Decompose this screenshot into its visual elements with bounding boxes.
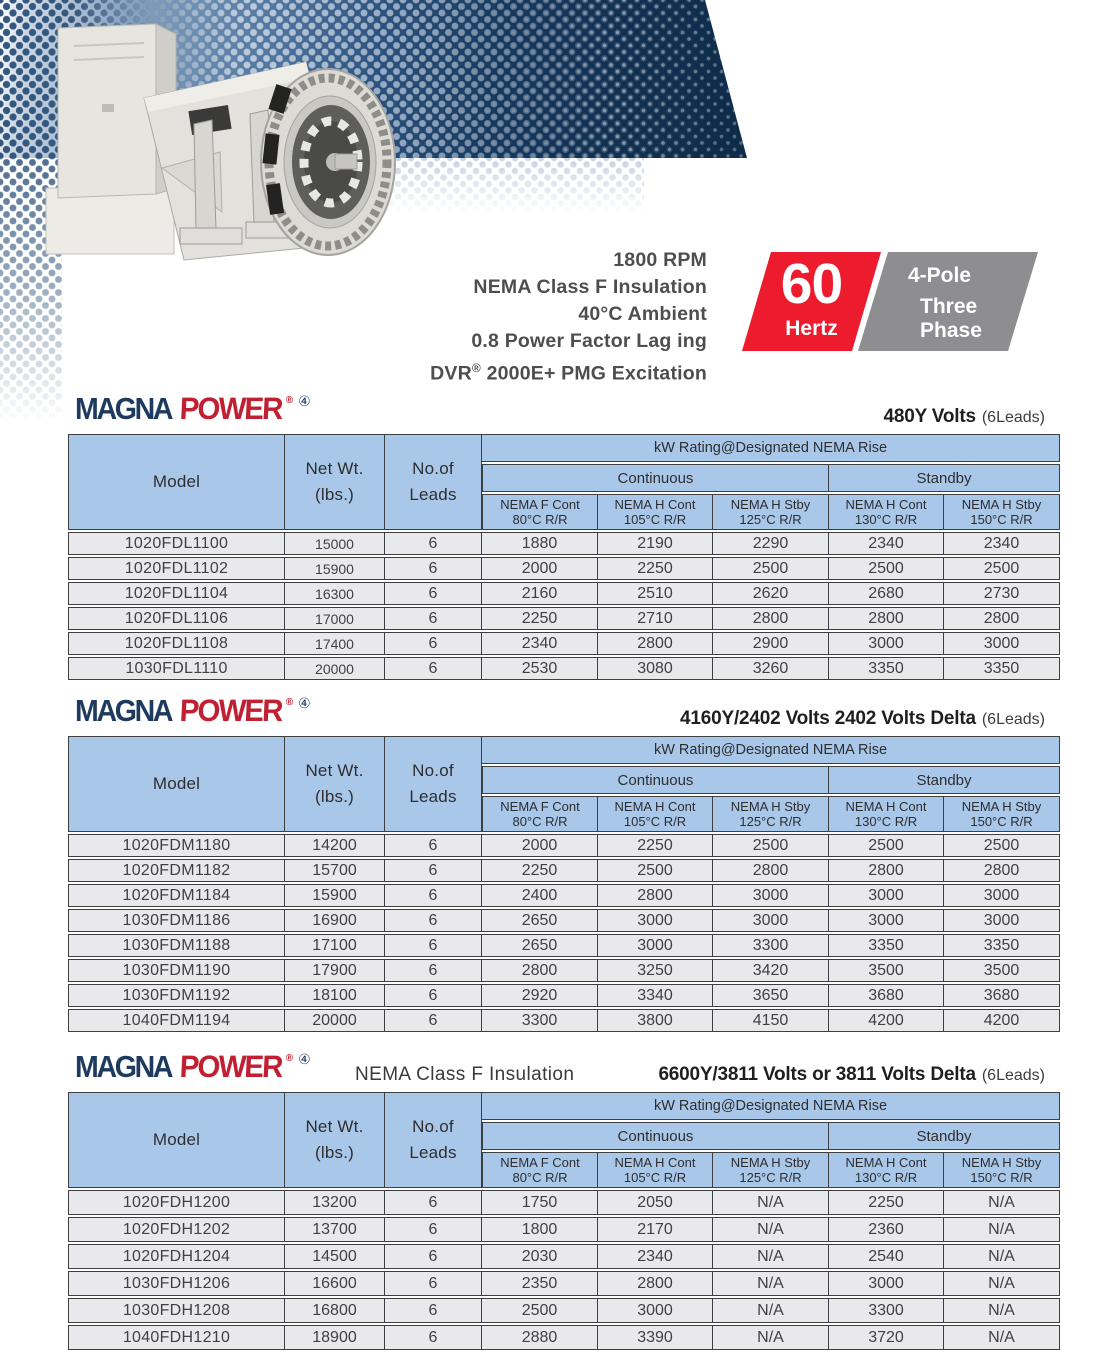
section-header-row <box>68 391 1060 432</box>
ratings-table-6600y <box>68 1090 1060 1352</box>
rating-cell: 2800 <box>713 859 829 882</box>
rating-cell: 2030 <box>482 1244 598 1269</box>
rating-cell: 2800 <box>944 859 1060 882</box>
rating-cell: 2500 <box>944 834 1060 857</box>
column-header-nema: NEMA H Cont 105°C R/R <box>598 494 713 530</box>
model-cell: 1030FDM1188 <box>68 934 285 957</box>
table-row <box>68 632 1060 655</box>
table-row <box>68 984 1060 1007</box>
rating-cell: 6 <box>385 532 482 555</box>
rating-cell: 2800 <box>598 884 713 907</box>
column-header-kw-rating: kW Rating@Designated NEMA Rise <box>482 736 1060 764</box>
rating-cell: 2900 <box>713 632 829 655</box>
rating-cell: N/A <box>944 1217 1060 1242</box>
rating-cell: 2290 <box>713 532 829 555</box>
column-header-model: Model <box>68 736 285 832</box>
rating-cell: 2400 <box>482 884 598 907</box>
column-header-nema: NEMA H Stby 150°C R/R <box>944 494 1060 530</box>
rating-cell: 3500 <box>829 959 944 982</box>
rating-cell: 2510 <box>598 582 713 605</box>
insulation-note: NEMA Class F Insulation <box>355 1064 575 1085</box>
rating-cell: 2250 <box>482 859 598 882</box>
magnapower-logo <box>75 391 311 430</box>
rating-cell: N/A <box>713 1244 829 1269</box>
logo-power: POWER <box>178 693 283 728</box>
magnapower-logo <box>75 693 311 732</box>
rating-cell: 3000 <box>829 632 944 655</box>
model-cell: 1030FDH1208 <box>68 1298 285 1323</box>
column-header-nema: NEMA F Cont 80°C R/R <box>482 494 598 530</box>
rating-cell: 3350 <box>944 934 1060 957</box>
rating-cell: 2250 <box>598 834 713 857</box>
rating-cell: 18100 <box>285 984 385 1007</box>
model-cell: 1040FDH1210 <box>68 1325 285 1350</box>
rating-cell: 3500 <box>944 959 1060 982</box>
rating-cell: 3420 <box>713 959 829 982</box>
rating-cell: 14500 <box>285 1244 385 1269</box>
rating-cell: 16900 <box>285 909 385 932</box>
rating-cell: 3000 <box>829 884 944 907</box>
rating-cell: 6 <box>385 1271 482 1296</box>
rating-cell: 3000 <box>829 909 944 932</box>
column-header-continuous: Continuous <box>482 464 829 492</box>
rating-cell: 3300 <box>482 1009 598 1032</box>
spec-line: 40°C Ambient <box>578 303 707 325</box>
column-header-continuous: Continuous <box>482 1122 829 1150</box>
rating-cell: 3000 <box>598 934 713 957</box>
rating-cell: 17000 <box>285 607 385 630</box>
model-cell: 1030FDM1190 <box>68 959 285 982</box>
header-row <box>68 434 1060 462</box>
rating-cell: 2000 <box>482 834 598 857</box>
table-row <box>68 1009 1060 1032</box>
rating-cell: 3000 <box>944 909 1060 932</box>
section-6600y <box>68 1049 1060 1352</box>
column-header-nema: NEMA H Stby 125°C R/R <box>713 494 829 530</box>
rating-cell: 2000 <box>482 557 598 580</box>
rating-cell: N/A <box>713 1325 829 1350</box>
rating-cell: 2340 <box>598 1244 713 1269</box>
voltage-title: 4160Y/2402 Volts 2402 Volts Delta (6Leads) <box>680 708 1045 729</box>
rating-cell: 6 <box>385 657 482 680</box>
ratings-table-4160y <box>68 734 1060 1034</box>
spec-text-block <box>390 247 707 388</box>
rating-cell: 1750 <box>482 1190 598 1215</box>
rating-cell: 2800 <box>829 607 944 630</box>
rating-cell: 6 <box>385 1190 482 1215</box>
rating-cell: 3390 <box>598 1325 713 1350</box>
header-row <box>68 1092 1060 1120</box>
rating-cell: 20000 <box>285 1009 385 1032</box>
hertz-unit: Hertz <box>785 317 838 340</box>
rating-cell: 3000 <box>944 884 1060 907</box>
model-cell: 1020FDM1184 <box>68 884 285 907</box>
column-header-continuous: Continuous <box>482 766 829 794</box>
rating-cell: 16800 <box>285 1298 385 1323</box>
rating-cell: 2190 <box>598 532 713 555</box>
column-header-nema: NEMA H Stby 125°C R/R <box>713 1152 829 1188</box>
rating-cell: 18900 <box>285 1325 385 1350</box>
model-cell: 1020FDH1204 <box>68 1244 285 1269</box>
rating-cell: 3000 <box>829 1271 944 1296</box>
rating-cell: 2800 <box>944 607 1060 630</box>
column-header-standby: Standby <box>829 1122 1060 1150</box>
column-header-nema: NEMA H Stby 150°C R/R <box>944 796 1060 832</box>
rating-cell: 4150 <box>713 1009 829 1032</box>
model-cell: 1030FDH1206 <box>68 1271 285 1296</box>
table-row <box>68 884 1060 907</box>
model-cell: 1030FDL1110 <box>68 657 285 680</box>
rating-cell: 3350 <box>829 657 944 680</box>
rating-cell: 6 <box>385 1009 482 1032</box>
table-row <box>68 607 1060 630</box>
model-cell: 1030FDM1192 <box>68 984 285 1007</box>
table-row <box>68 1325 1060 1350</box>
rating-cell: 17100 <box>285 934 385 957</box>
rating-cell: N/A <box>713 1298 829 1323</box>
logo-circled-four: ④ <box>298 1052 311 1068</box>
model-cell: 1020FDL1100 <box>68 532 285 555</box>
rating-cell: 3350 <box>829 934 944 957</box>
model-cell: 1020FDM1182 <box>68 859 285 882</box>
rating-cell: N/A <box>944 1298 1060 1323</box>
table-row <box>68 1217 1060 1242</box>
rating-cell: 20000 <box>285 657 385 680</box>
rating-cell: 2500 <box>482 1298 598 1323</box>
rating-cell: 2160 <box>482 582 598 605</box>
column-header-leads: No.of Leads <box>385 434 482 530</box>
logo-circled-four: ④ <box>298 394 311 410</box>
column-header-leads: No.of Leads <box>385 1092 482 1188</box>
rating-cell: 2530 <box>482 657 598 680</box>
rating-cell: 2500 <box>944 557 1060 580</box>
table-row <box>68 532 1060 555</box>
rating-cell: 6 <box>385 557 482 580</box>
rating-cell: 2800 <box>713 607 829 630</box>
column-header-nema: NEMA H Cont 105°C R/R <box>598 1152 713 1188</box>
rating-cell: 16300 <box>285 582 385 605</box>
table-row <box>68 859 1060 882</box>
column-header-net-wt: Net Wt. (lbs.) <box>285 434 385 530</box>
rating-cell: 2250 <box>482 607 598 630</box>
rating-cell: 3260 <box>713 657 829 680</box>
rating-cell: 15900 <box>285 557 385 580</box>
rating-cell: 3000 <box>713 884 829 907</box>
section-header-row <box>68 693 1060 734</box>
logo-power: POWER <box>178 1049 283 1084</box>
rating-cell: 2730 <box>944 582 1060 605</box>
model-cell: 1020FDH1200 <box>68 1190 285 1215</box>
logo-power: POWER <box>178 391 283 426</box>
rating-cell: N/A <box>713 1190 829 1215</box>
model-cell: 1020FDL1108 <box>68 632 285 655</box>
logo-circled-four: ④ <box>298 696 311 712</box>
table-row <box>68 1244 1060 1269</box>
rating-cell: N/A <box>944 1244 1060 1269</box>
spec-line-dvr: DVR® 2000E+ PMG Excitation <box>430 361 707 385</box>
rating-cell: N/A <box>713 1271 829 1296</box>
rating-cell: 2500 <box>713 834 829 857</box>
rating-cell: 4200 <box>829 1009 944 1032</box>
column-header-standby: Standby <box>829 464 1060 492</box>
voltage-title: 6600Y/3811 Volts or 3811 Volts Delta (6Leads) <box>658 1064 1045 1085</box>
table-row <box>68 909 1060 932</box>
logo-registered-mark: ® <box>285 1053 294 1064</box>
table-row <box>68 834 1060 857</box>
logo-magna: MAGNA <box>75 1049 172 1084</box>
rating-cell: 2340 <box>944 532 1060 555</box>
header-row <box>68 736 1060 764</box>
model-cell: 1020FDH1202 <box>68 1217 285 1242</box>
voltage-title: 480Y Volts (6Leads) <box>883 406 1045 427</box>
rating-cell: 2880 <box>482 1325 598 1350</box>
rating-cell: 3340 <box>598 984 713 1007</box>
rating-cell: 6 <box>385 1217 482 1242</box>
column-header-kw-rating: kW Rating@Designated NEMA Rise <box>482 1092 1060 1120</box>
column-header-nema: NEMA F Cont 80°C R/R <box>482 796 598 832</box>
rating-cell: 1800 <box>482 1217 598 1242</box>
rating-cell: 3300 <box>713 934 829 957</box>
rating-cell: 2800 <box>598 632 713 655</box>
table-row <box>68 959 1060 982</box>
column-header-leads: No.of Leads <box>385 736 482 832</box>
rating-cell: 6 <box>385 884 482 907</box>
rating-cell: 6 <box>385 632 482 655</box>
rating-cell: 2170 <box>598 1217 713 1242</box>
rating-cell: 2710 <box>598 607 713 630</box>
model-cell: 1020FDM1180 <box>68 834 285 857</box>
rating-cell: 2540 <box>829 1244 944 1269</box>
table-row <box>68 1271 1060 1296</box>
table-row <box>68 1190 1060 1215</box>
table-row <box>68 1298 1060 1323</box>
rating-cell: 3800 <box>598 1009 713 1032</box>
rating-cell: 6 <box>385 834 482 857</box>
pole-count: 4-Pole <box>908 264 972 287</box>
rating-cell: 2350 <box>482 1271 598 1296</box>
rating-cell: 2680 <box>829 582 944 605</box>
column-header-nema: NEMA H Stby 150°C R/R <box>944 1152 1060 1188</box>
rating-cell: 6 <box>385 1325 482 1350</box>
rating-cell: 17400 <box>285 632 385 655</box>
column-header-nema: NEMA H Cont 130°C R/R <box>829 494 944 530</box>
registered-mark: ® <box>471 361 481 375</box>
rating-cell: 15000 <box>285 532 385 555</box>
logo-registered-mark: ® <box>285 395 294 406</box>
rating-cell: 6 <box>385 1298 482 1323</box>
rating-cell: 2250 <box>598 557 713 580</box>
rating-cell: 2650 <box>482 909 598 932</box>
pole-badge <box>858 252 1038 351</box>
rating-cell: 3000 <box>944 632 1060 655</box>
magnapower-logo <box>75 1049 311 1088</box>
rating-cell: 16600 <box>285 1271 385 1296</box>
rating-cell: 2800 <box>482 959 598 982</box>
rating-cell: 2050 <box>598 1190 713 1215</box>
column-header-nema: NEMA H Cont 130°C R/R <box>829 796 944 832</box>
table-row <box>68 657 1060 680</box>
halftone-fade-patch <box>372 158 644 220</box>
section-4160y <box>68 693 1060 1034</box>
spec-line: 1800 RPM <box>613 249 707 271</box>
rating-cell: N/A <box>944 1190 1060 1215</box>
rating-cell: 3000 <box>598 909 713 932</box>
model-cell: 1020FDL1104 <box>68 582 285 605</box>
model-cell: 1030FDM1186 <box>68 909 285 932</box>
rating-cell: 2340 <box>829 532 944 555</box>
table-row <box>68 934 1060 957</box>
rating-cell: 3680 <box>944 984 1060 1007</box>
rating-cell: 3650 <box>713 984 829 1007</box>
rating-cell: N/A <box>713 1217 829 1242</box>
rating-cell: 2360 <box>829 1217 944 1242</box>
rating-cell: 2650 <box>482 934 598 957</box>
column-header-standby: Standby <box>829 766 1060 794</box>
model-cell: 1020FDL1106 <box>68 607 285 630</box>
rating-cell: 3300 <box>829 1298 944 1323</box>
column-header-kw-rating: kW Rating@Designated NEMA Rise <box>482 434 1060 462</box>
rating-cell: 2620 <box>713 582 829 605</box>
rating-cell: 2920 <box>482 984 598 1007</box>
rating-cell: N/A <box>944 1325 1060 1350</box>
rating-cell: 1880 <box>482 532 598 555</box>
column-header-nema: NEMA F Cont 80°C R/R <box>482 1152 598 1188</box>
rating-cell: 2500 <box>829 834 944 857</box>
rating-cell: 2500 <box>713 557 829 580</box>
rating-cell: 2800 <box>598 1271 713 1296</box>
rating-cell: 6 <box>385 934 482 957</box>
rating-cell: 6 <box>385 984 482 1007</box>
rating-cell: 6 <box>385 1244 482 1269</box>
column-header-nema: NEMA H Cont 130°C R/R <box>829 1152 944 1188</box>
rating-cell: 6 <box>385 959 482 982</box>
rating-cell: 2800 <box>829 859 944 882</box>
rating-cell: 2500 <box>598 859 713 882</box>
rating-cell: 13700 <box>285 1217 385 1242</box>
rating-cell: 3000 <box>598 1298 713 1323</box>
column-header-net-wt: Net Wt. (lbs.) <box>285 736 385 832</box>
rating-cell: 17900 <box>285 959 385 982</box>
rating-cell: 3720 <box>829 1325 944 1350</box>
rating-cell: 3680 <box>829 984 944 1007</box>
table-row <box>68 582 1060 605</box>
model-cell: 1040FDM1194 <box>68 1009 285 1032</box>
column-header-net-wt: Net Wt. (lbs.) <box>285 1092 385 1188</box>
rating-cell: 14200 <box>285 834 385 857</box>
spec-line: NEMA Class F Insulation <box>473 276 707 298</box>
logo-magna: MAGNA <box>75 693 172 728</box>
column-header-model: Model <box>68 1092 285 1188</box>
model-cell: 1020FDL1102 <box>68 557 285 580</box>
rating-cell: 3080 <box>598 657 713 680</box>
spec-line: 0.8 Power Factor Lag ing <box>471 330 707 352</box>
generator-photo <box>44 16 396 268</box>
rating-cell: N/A <box>944 1271 1060 1296</box>
section-480y <box>68 391 1060 682</box>
rating-cell: 3350 <box>944 657 1060 680</box>
rating-cell: 6 <box>385 859 482 882</box>
table-row <box>68 557 1060 580</box>
rating-cell: 3000 <box>713 909 829 932</box>
logo-magna: MAGNA <box>75 391 172 426</box>
rating-cell: 6 <box>385 582 482 605</box>
ratings-table-480y <box>68 432 1060 682</box>
rating-cell: 2250 <box>829 1190 944 1215</box>
section-header-row <box>68 1049 1060 1090</box>
column-header-nema: NEMA H Cont 105°C R/R <box>598 796 713 832</box>
logo-registered-mark: ® <box>285 697 294 708</box>
column-header-model: Model <box>68 434 285 530</box>
column-header-nema: NEMA H Stby 125°C R/R <box>713 796 829 832</box>
rating-cell: 2340 <box>482 632 598 655</box>
rating-cell: 6 <box>385 607 482 630</box>
rating-cell: 13200 <box>285 1190 385 1215</box>
rating-cell: 2500 <box>829 557 944 580</box>
hertz-value: 60 <box>780 252 843 316</box>
rating-cell: 15700 <box>285 859 385 882</box>
rating-cell: 4200 <box>944 1009 1060 1032</box>
phase-label: Three Phase <box>920 295 982 342</box>
rating-cell: 15900 <box>285 884 385 907</box>
rating-cell: 6 <box>385 909 482 932</box>
rating-cell: 3250 <box>598 959 713 982</box>
